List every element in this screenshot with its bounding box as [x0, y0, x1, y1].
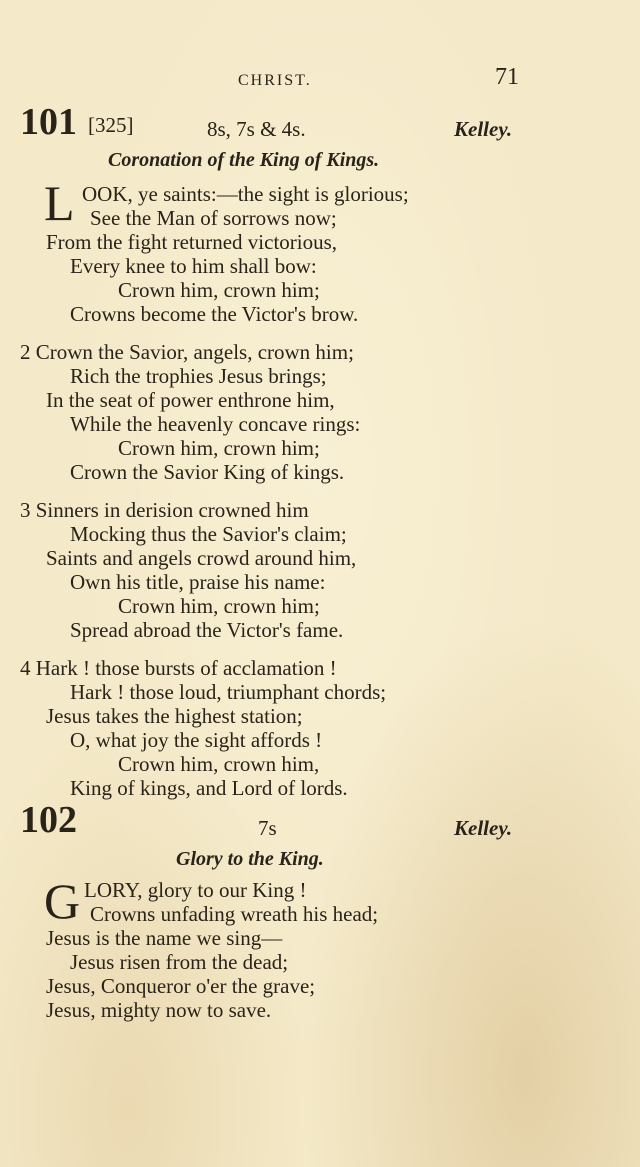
hymn-101-line-1: OOK, ye saints:—the sight is glorious; — [82, 182, 409, 206]
hymn-101-author: Kelley. — [454, 117, 513, 141]
stanza-3-line-1: 3 Sinners in derision crowned him — [20, 498, 309, 522]
stanza-2-line-3: In the seat of power enthrone him, — [46, 388, 335, 412]
stanza-4-line-3: Jesus takes the highest station; — [46, 704, 303, 728]
stanza-4-line-2: Hark ! those loud, triumphant chords; — [70, 680, 387, 704]
page-number: 71 — [495, 64, 519, 90]
stanza-3-line-3: Saints and angels crowd around him, — [46, 546, 357, 570]
hymn-101-line-4: Every knee to him shall bow: — [70, 254, 317, 278]
hymn-101-line-6: Crowns become the Victor's brow. — [70, 302, 359, 326]
stanza-2-line-5: Crown him, crown him; — [118, 436, 320, 460]
stanza-3-line-4: Own his title, praise his name: — [70, 570, 326, 594]
stanza-2-line-1: 2 Crown the Savior, angels, crown him; — [20, 340, 354, 364]
stanza-3-line-6: Spread abroad the Victor's fame. — [70, 618, 344, 642]
hymn-101-meter: 8s, 7s & 4s. — [207, 117, 306, 141]
hymn-102-meter: 7s — [258, 816, 277, 840]
hymn-number-102: 102 — [20, 799, 77, 841]
hymn-101-line-3: From the fight returned victorious, — [46, 230, 338, 254]
stanza-4-line-5: Crown him, crown him, — [118, 752, 320, 776]
hymn-102-title: Glory to the King. — [176, 848, 324, 870]
hymn-101-title: Coronation of the King of Kings. — [108, 149, 380, 171]
hymn-102-line-6: Jesus, mighty now to save. — [46, 998, 272, 1022]
stanza-3-line-2: Mocking thus the Savior's claim; — [70, 522, 347, 546]
hymn-102-line-5: Jesus, Conqueror o'er the grave; — [46, 974, 316, 998]
hymn-101-reference: [325] — [88, 113, 134, 137]
hymn-102-drop-cap: G — [44, 873, 81, 929]
stanza-4-line-6: King of kings, and Lord of lords. — [70, 776, 348, 800]
hymn-102-author: Kelley. — [454, 816, 513, 840]
hymn-102-line-3: Jesus is the name we sing— — [46, 926, 283, 950]
hymn-102-line-4: Jesus risen from the dead; — [70, 950, 289, 974]
hymn-101-line-5: Crown him, crown him; — [118, 278, 320, 302]
hymn-number-101: 101 — [20, 101, 77, 143]
stanza-4-line-4: O, what joy the sight affords ! — [70, 728, 323, 752]
hymn-102-line-1: LORY, glory to our King ! — [84, 878, 307, 902]
stanza-2-line-6: Crown the Savior King of kings. — [70, 460, 345, 484]
stanza-4-line-1: 4 Hark ! those bursts of acclamation ! — [20, 656, 337, 680]
stanza-3-line-5: Crown him, crown him; — [118, 594, 320, 618]
running-head: CHRIST. — [238, 72, 312, 89]
hymn-102-line-2: Crowns unfading wreath his head; — [90, 902, 379, 926]
hymn-101-line-2: See the Man of sorrows now; — [90, 206, 337, 230]
stanza-2-line-2: Rich the trophies Jesus brings; — [70, 364, 327, 388]
hymn-101-drop-cap: L — [44, 175, 75, 231]
stanza-2-line-4: While the heavenly concave rings: — [70, 412, 361, 436]
